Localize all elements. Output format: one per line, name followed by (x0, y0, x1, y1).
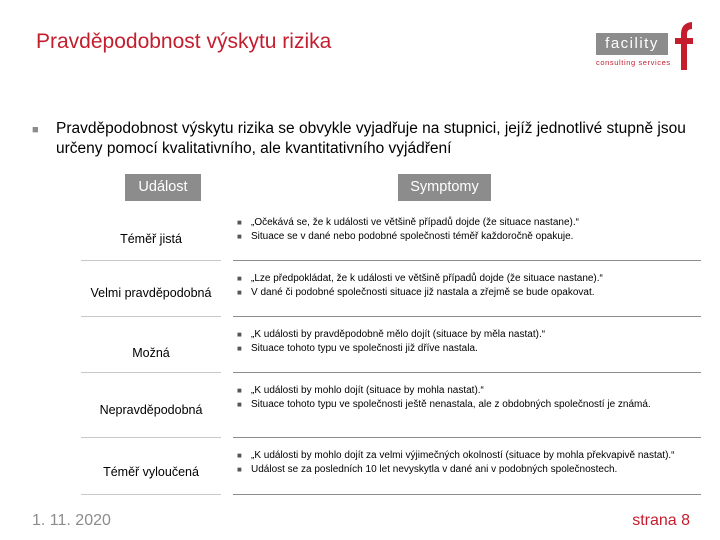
bullet-icon: ■ (237, 400, 242, 409)
symptoms-cell (233, 378, 701, 438)
event-label: Téměř vyloučená (81, 443, 221, 495)
page-number: strana 8 (632, 512, 690, 529)
event-label: Možná (81, 322, 221, 373)
symptom-item: ■ „K události by mohlo dojít za velmi výjimečných okolností (situace by mohla překvapivě nastat).“ (237, 450, 675, 461)
symptoms-cell (233, 443, 701, 495)
bullet-icon: ■ (237, 330, 242, 339)
facility-logo (596, 20, 696, 70)
bullet-icon: ■ (237, 232, 242, 241)
event-label: Velmi pravděpodobná (81, 266, 221, 317)
symptom-item: ■ „K události by pravděpodobně mělo dojít (situace by měla nastat).“ (237, 329, 546, 340)
header-event: Událost (125, 174, 201, 201)
symptom-item: ■ „Očekává se, že k události ve většině případů dojde (že situace nastane).“ (237, 217, 579, 228)
event-label: Téměř jistá (81, 210, 221, 261)
symptom-item: ■ „K události by mohlo dojít (situace by mohla nastat).“ (237, 385, 484, 396)
symptoms-cell (233, 210, 701, 261)
symptom-item: ■ Situace se v dané nebo podobné společnosti téměř každoročně opakuje. (237, 231, 574, 242)
bullet-icon: ■ (237, 465, 242, 474)
logo-tagline: consulting services (596, 58, 671, 67)
symptom-item: ■ Situace tohoto typu ve společnosti již dříve nastala. (237, 343, 478, 354)
bullet-icon: ■ (237, 218, 242, 227)
symptoms-cell (233, 322, 701, 373)
bullet-icon: ■ (237, 274, 242, 283)
symptom-item: ■ Událost se za posledních 10 let nevyskytla v dané ani v podobných společnostech. (237, 464, 618, 475)
event-label: Nepravděpodobná (81, 378, 221, 438)
bullet-icon: ■ (237, 386, 242, 395)
header-symptoms: Symptomy (398, 174, 491, 201)
main-paragraph: Pravděpodobnost výskytu rizika se obvykle vyjadřuje na stupnici, jejíž jednotlivé stupně jsou určeny pomocí kvalitativního, ale kvantitativního vyjádření (56, 120, 686, 157)
slide-title: Pravděpodobnost výskytu rizika (36, 30, 332, 53)
bullet-icon: ■ (237, 288, 242, 297)
bullet-icon: ■ (237, 451, 242, 460)
footer-date: 1. 11. 2020 (32, 512, 111, 529)
symptom-item: ■ Situace tohoto typu ve společnosti ještě nenastala, ale z obdobných společností je známá. (237, 399, 651, 410)
bullet-icon: ■ (32, 124, 39, 136)
symptoms-cell (233, 266, 701, 317)
symptom-item: ■ V dané či podobné společnosti situace již nastala a zřejmě se bude opakovat. (237, 287, 595, 298)
logo-f-icon (672, 20, 694, 70)
logo-wordmark: facility (596, 33, 668, 55)
symptom-item: ■ „Lze předpokládat, že k události ve většině případů dojde (že situace nastane).“ (237, 273, 603, 284)
bullet-icon: ■ (237, 344, 242, 353)
